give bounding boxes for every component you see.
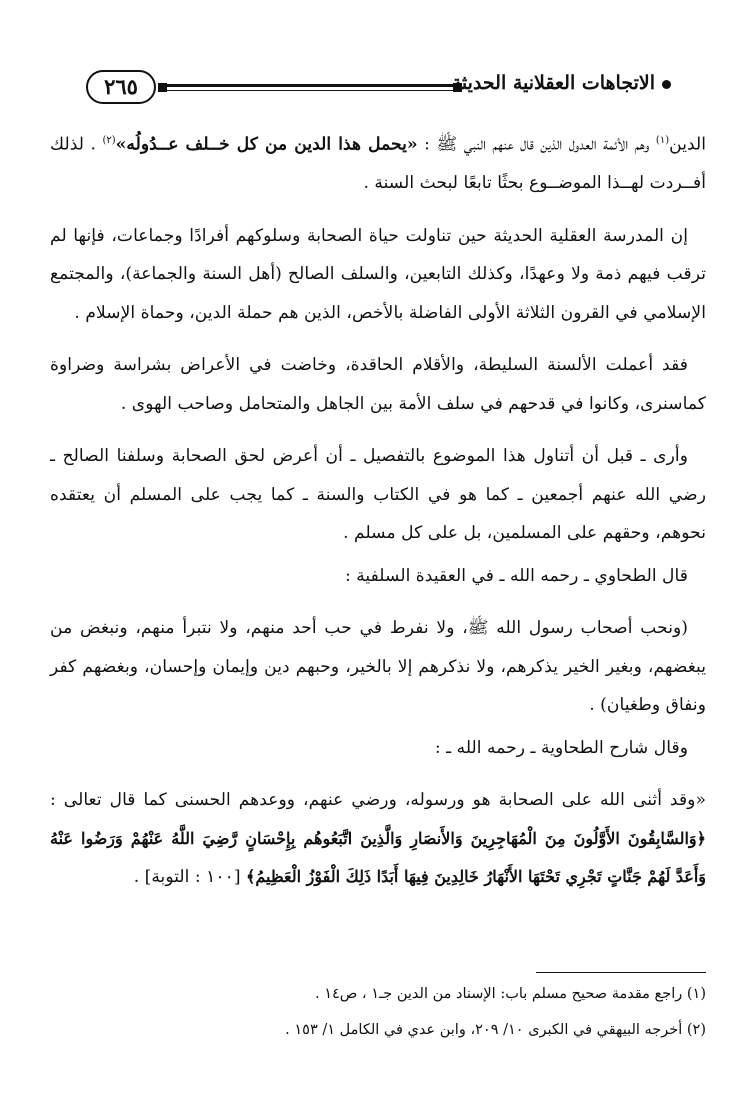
paragraph-7: وقال شارح الطحاوية ـ رحمه الله ـ : [434, 737, 688, 758]
footnotes [50, 976, 706, 1048]
paragraph-3: فقد أعملت الألسنة السليطة، والأقلام الحاقدة، وخاضت في الأعراض بشراسة وضراوة كماسنرى، وكانوا في قدحهم في سلف الأمة بين الجاهل والمتحامل وصاحب الهوى . [50, 355, 706, 414]
paragraph-2: إن المدرسة العقلية الحديثة حين تناولت حياة الصحابة وسلوكهم أفرادًا وجماعات، فإنها لم ترقب فيهم ذمة ولا وعهدًا، وكذلك التابعين، والسلف الصالح (أهل السنة والجماعة)، والمجتمع الإسلامي في القرون الثلاثة الأولى الفاضلة بالأخص، الذين هم حملة الدين، وحماة الإسلام . [50, 225, 706, 323]
page-header [86, 70, 671, 110]
footnote-ref-2[interactable]: (٢) [102, 135, 116, 146]
footnote-ref-1[interactable]: (١) [655, 135, 670, 146]
running-title [452, 72, 671, 94]
body-text [50, 122, 706, 911]
running-title-text: الاتجاهات العقلانية الحديثة [451, 72, 655, 94]
footnote-1: (١) راجع مقدمة صحيح مسلم باب: الإسناد من الدين جـ١ ، ص١٤ . [315, 986, 706, 1002]
header-rule [160, 84, 460, 92]
paragraph-6: (ونحب أصحاب رسول الله ﷺ، ولا نفرط في حب أحد منهم، ولا نتبرأ منهم، ونبغض من يبغضهم، وبغير الخير يذكرهم، ولا نذكرهم إلا بالخير، وحبهم دين وإيمان وإحسان، وبغضهم كفر ونفاق وطغيان) . [50, 618, 706, 716]
quran-verse: ﴿وَالسَّابِقُونَ الأَوَّلُونَ مِنَ الْمُهَاجِرِينَ وَالأَنصَارِ وَالَّذِينَ اتَّبَعُوهُم بِإِحْسَانٍ رَّضِيَ اللَّهُ عَنْهُمْ وَرَضُوا عَنْهُ وَأَعَدَّ لَهُمْ جَنَّاتٍ تَجْرِي تَحْتَهَا الأَنْهَارُ خَالِدِينَ فِيهَا أَبَدًا ذَلِكَ الْفَوْزُ الْعَظِيمُ﴾ [50, 828, 706, 887]
paragraph-8: «وقد أثنى الله على الصحابة هو ورسوله، ورضي عنهم، ووعدهم الحسنى كما قال تعالى : ﴿وَالسَّابِقُونَ الأَوَّلُونَ مِنَ الْمُهَاجِرِينَ وَالأَنصَارِ وَالَّذِينَ اتَّبَعُوهُم بِإِحْسَانٍ رَّضِيَ اللَّهُ عَنْهُمْ وَرَضُوا عَنْهُ وَأَعَدَّ لَهُمْ جَنَّاتٍ تَجْرِي تَحْتَهَا الأَنْهَارُ خَالِدِينَ فِيهَا أَبَدًا ذَلِكَ الْفَوْزُ الْعَظِيمُ﴾ [١٠٠ : التوبة] . [50, 790, 706, 888]
page-number: ٢٦٥ [86, 70, 156, 104]
footnote-2: (٢) أخرجه البيهقي في الكبرى ١٠/ ٢٠٩، وابن عدي في الكامل ١/ ١٥٣ . [285, 1022, 706, 1038]
footnote-separator [536, 972, 706, 973]
header-rule-thick [160, 84, 460, 87]
header-rule-thin [160, 90, 460, 91]
header-rule-square-left [158, 83, 167, 92]
bullet-icon [662, 80, 671, 89]
paragraph-1: الدين$^{(١)}$ وهم الأئمة العدول الذين قال عنهم النبي ﷺ : «يحمل هذا الدين من كل خــلف عــدُولُه»$^{(٢)}$ . لذلك أفــردت لهــذا الموضــوع بحثًا تابعًا لبحث السنة . [50, 134, 707, 194]
paragraph-5: قال الطحاوي ـ رحمه الله ـ في العقيدة السلفية : [344, 565, 688, 586]
hadith-quote: «يحمل هذا الدين من كل خــلف عــدُولُه» [115, 134, 418, 155]
paragraph-4: وأرى ـ قبل أن أتناول هذا الموضوع بالتفصيل ـ أن أعرض لحق الصحابة وسلفنا الصالح ـ رضي الله عنهم أجمعين ـ كما هو في الكتاب والسنة ـ كما يجب على المسلم أن يعتقده نحوهم، وحقهم على المسلمين، بل على كل مسلم . [50, 446, 706, 544]
